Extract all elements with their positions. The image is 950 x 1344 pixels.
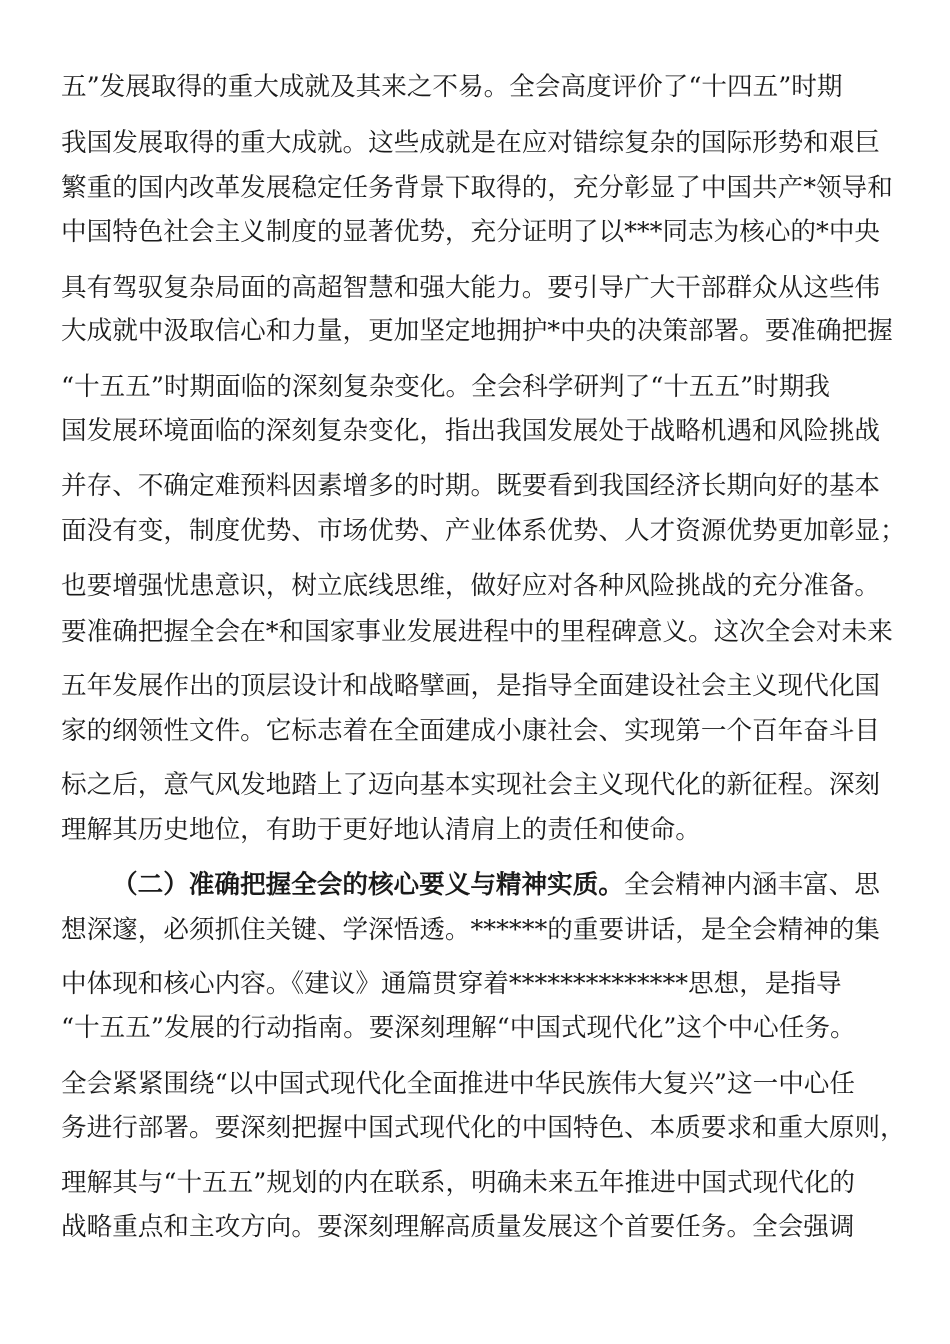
paragraph-line: 具有驾驭复杂局面的高超智慧和强大能力。要引导广大干部群众从这些伟 xyxy=(61,273,881,303)
section-line: 全会紧紧围绕“以中国式现代化全面推进中华民族伟大复兴”这一中心任 xyxy=(61,1069,855,1099)
section-line: 理解其与“十五五”规划的内在联系，明确未来五年推进中国式现代化的 xyxy=(61,1168,855,1198)
section-line: 想深邃，必须抓住关键、学深悟透。******的重要讲话，是全会精神的集 xyxy=(61,915,881,945)
section-heading: （二）准确把握全会的核心要义与精神实质。 xyxy=(112,870,624,900)
paragraph-line: “十五五”时期面临的深刻复杂变化。全会科学研判了“十五五”时期我 xyxy=(61,372,830,402)
paragraph-line: 繁重的国内改革发展稳定任务背景下取得的，充分彰显了中国共产*领导和 xyxy=(61,173,893,203)
paragraph-line: 我国发展取得的重大成就。这些成就是在应对错综复杂的国际形势和艰巨 xyxy=(61,128,881,158)
section-first-line xyxy=(112,870,880,900)
paragraph-line: 标之后，意气风发地踏上了迈向基本实现社会主义现代化的新征程。深刻 xyxy=(61,770,881,800)
section-line: 战略重点和主攻方向。要深刻理解高质量发展这个首要任务。全会强调 xyxy=(61,1212,855,1242)
paragraph-line: 大成就中汲取信心和力量，更加坚定地拥护*中央的决策部署。要准确把握 xyxy=(61,316,893,346)
paragraph-line: 中国特色社会主义制度的显著优势，充分证明了以***同志为核心的*中央 xyxy=(61,217,881,247)
paragraph-line: 也要增强忧患意识，树立底线思维，做好应对各种风险挑战的充分准备。 xyxy=(61,571,881,601)
paragraph-line: 并存、不确定难预料因素增多的时期。既要看到我国经济长期向好的基本 xyxy=(61,471,881,501)
section-line: “十五五”发展的行动指南。要深刻理解“中国式现代化”这个中心任务。 xyxy=(61,1013,856,1043)
paragraph-line: 五年发展作出的顶层设计和战略擘画，是指导全面建设社会主义现代化国 xyxy=(61,671,881,701)
paragraph-line: 要准确把握全会在*和国家事业发展进程中的里程碑意义。这次全会对未来 xyxy=(61,617,893,647)
paragraph-line: 国发展环境面临的深刻复杂变化，指出我国发展处于战略机遇和风险挑战 xyxy=(61,416,881,446)
paragraph-line: 五”发展取得的重大成就及其来之不易。全会高度评价了“十四五”时期 xyxy=(61,72,843,102)
section-line: 务进行部署。要深刻把握中国式现代化的中国特色、本质要求和重大原则， xyxy=(61,1113,906,1143)
paragraph-line: 家的纲领性文件。它标志着在全面建成小康社会、实现第一个百年奋斗目 xyxy=(61,716,881,746)
paragraph-line: 面没有变，制度优势、市场优势、产业体系优势、人才资源优势更加彰显； xyxy=(61,516,906,546)
section-line: 中体现和核心内容。《建议》通篇贯穿着**************思想，是指导 xyxy=(61,969,842,999)
paragraph-line: 理解其历史地位，有助于更好地认清肩上的责任和使命。 xyxy=(61,815,701,845)
section-first-line-text: 全会精神内涵丰富、思 xyxy=(623,870,880,900)
